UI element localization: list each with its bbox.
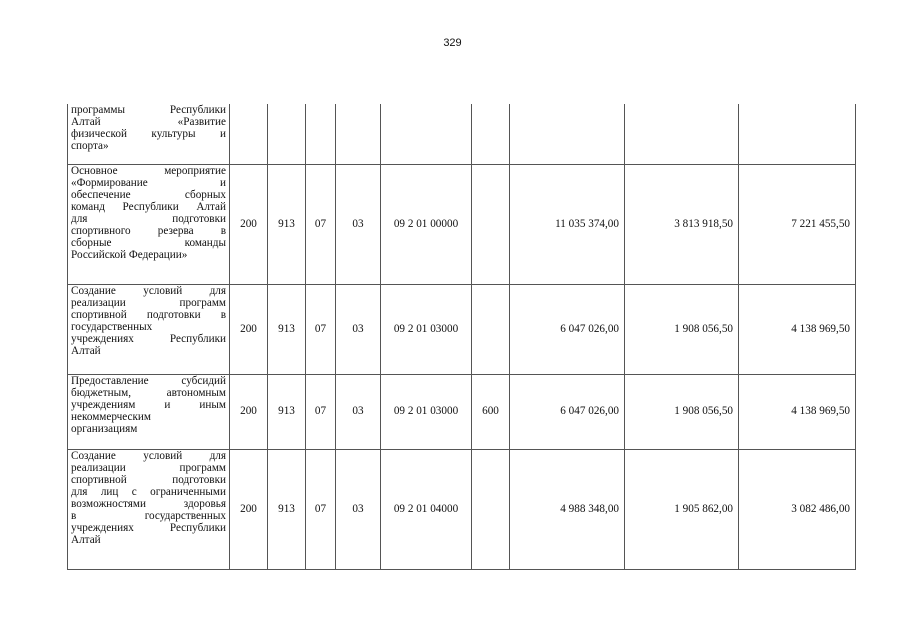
target-article-cell: 09 2 01 04000	[381, 449, 472, 569]
amount-federal-cell: 3 813 918,50	[625, 164, 739, 284]
item-name-line: Предоставление субсидий	[71, 374, 226, 387]
item-name-line: «Формирование и	[71, 176, 226, 189]
item-name-line: для подготовки	[71, 212, 226, 225]
table-body	[68, 104, 856, 569]
ministry-code-cell: 913	[268, 284, 306, 374]
item-name-line: для лиц с ограниченными	[71, 485, 226, 498]
item-name-line: государственных	[71, 320, 153, 333]
item-name-line: спортивной подготовки в	[71, 308, 226, 321]
item-name-line: организациям	[71, 422, 138, 435]
item-name-line: программы Республики	[71, 104, 226, 116]
table-row	[68, 374, 856, 449]
item-name-line: Алтай «Развитие	[71, 116, 226, 129]
table-row	[68, 104, 856, 164]
amount-federal-cell: 1 905 862,00	[625, 449, 739, 569]
item-name-line: Создание условий для	[71, 449, 226, 462]
chapter-code-cell	[306, 104, 336, 164]
page-number: 329	[443, 37, 462, 49]
budget-table	[67, 104, 856, 570]
item-name-line: некоммерческим	[71, 410, 151, 423]
item-name-cell	[68, 449, 230, 569]
section-code-cell: 200	[230, 284, 268, 374]
item-name-line: команд Республики Алтай	[71, 200, 226, 213]
expense-type-cell	[472, 104, 510, 164]
subsection-code-cell: 03	[336, 164, 381, 284]
amount-total-cell: 4 988 348,00	[510, 449, 625, 569]
chapter-code-cell: 07	[306, 164, 336, 284]
target-article-cell: 09 2 01 03000	[381, 284, 472, 374]
subsection-code-cell	[336, 104, 381, 164]
amount-federal-cell	[625, 104, 739, 164]
target-article-cell: 09 2 01 03000	[381, 374, 472, 449]
chapter-code-cell: 07	[306, 449, 336, 569]
section-code-cell: 200	[230, 164, 268, 284]
item-name-line: возможностями здоровья	[71, 497, 226, 510]
ministry-code-cell: 913	[268, 449, 306, 569]
amount-total-cell	[510, 104, 625, 164]
ministry-code-cell: 913	[268, 164, 306, 284]
expense-type-cell	[472, 164, 510, 284]
amount-regional-cell: 3 082 486,00	[739, 449, 856, 569]
ministry-code-cell: 913	[268, 374, 306, 449]
item-name-line: спортивного резерва в	[71, 224, 226, 237]
chapter-code-cell: 07	[306, 284, 336, 374]
item-name-line: Создание условий для	[71, 284, 226, 297]
item-name-line: Российской Федерации»	[71, 249, 188, 262]
amount-federal-cell: 1 908 056,50	[625, 374, 739, 449]
item-name-line: Алтай	[71, 534, 101, 547]
target-article-cell: 09 2 01 00000	[381, 164, 472, 284]
amount-regional-cell: 7 221 455,50	[739, 164, 856, 284]
subsection-code-cell: 03	[336, 374, 381, 449]
subsection-code-cell: 03	[336, 284, 381, 374]
amount-regional-cell: 4 138 969,50	[739, 284, 856, 374]
amount-total-cell: 6 047 026,00	[510, 284, 625, 374]
item-name-line: учреждениях Республики	[71, 522, 226, 535]
table-row	[68, 164, 856, 284]
expense-type-cell	[472, 449, 510, 569]
ministry-code-cell	[268, 104, 306, 164]
item-name-cell	[68, 164, 230, 284]
item-name-line: реализации программ	[71, 461, 226, 474]
item-name-line: обеспечение сборных	[71, 188, 226, 201]
amount-total-cell: 6 047 026,00	[510, 374, 625, 449]
section-code-cell	[230, 104, 268, 164]
amount-federal-cell: 1 908 056,50	[625, 284, 739, 374]
amount-total-cell: 11 035 374,00	[510, 164, 625, 284]
subsection-code-cell: 03	[336, 449, 381, 569]
item-name-line: физической культуры и	[71, 128, 226, 141]
expense-type-cell	[472, 284, 510, 374]
item-name-line: спортивной подготовки	[71, 473, 226, 486]
chapter-code-cell: 07	[306, 374, 336, 449]
item-name-cell	[68, 104, 230, 164]
item-name-line: Основное мероприятие	[71, 164, 226, 177]
item-name-line: учреждениям и иным	[71, 398, 226, 411]
item-name-line: бюджетным, автономным	[71, 386, 226, 399]
target-article-cell	[381, 104, 472, 164]
expense-type-cell: 600	[472, 374, 510, 449]
item-name-line: сборные команды	[71, 237, 226, 250]
section-code-cell: 200	[230, 449, 268, 569]
table-row	[68, 284, 856, 374]
item-name-line: Алтай	[71, 344, 101, 357]
amount-regional-cell	[739, 104, 856, 164]
item-name-line: учреждениях Республики	[71, 332, 226, 345]
item-name-line: в государственных	[71, 509, 226, 522]
table-row	[68, 449, 856, 569]
item-name-line: реализации программ	[71, 296, 226, 309]
item-name-cell	[68, 374, 230, 449]
item-name-cell	[68, 284, 230, 374]
item-name-line: спорта»	[71, 140, 109, 153]
section-code-cell: 200	[230, 374, 268, 449]
amount-regional-cell: 4 138 969,50	[739, 374, 856, 449]
